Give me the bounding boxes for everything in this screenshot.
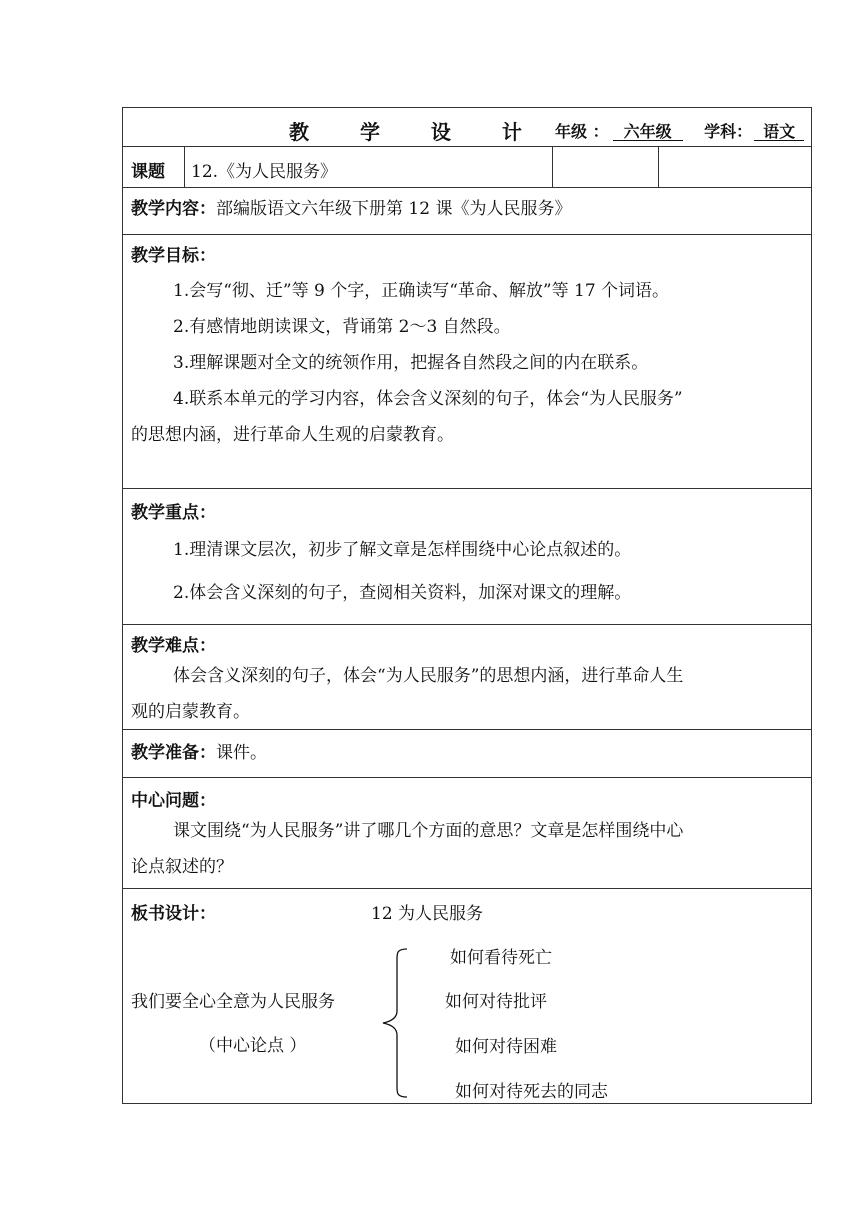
board-title: 12 为人民服务	[371, 904, 484, 924]
topic-row	[123, 147, 811, 188]
board-design-row	[123, 889, 811, 1103]
empty-cell	[659, 147, 811, 187]
goal-item: 1.会写“彻、迁”等 9 个字，正确读写“革命、解放”等 17 个词语。	[173, 281, 670, 301]
board-branch: 如何对待困难	[455, 1037, 557, 1057]
board-main-point: 我们要全心全意为人民服务	[131, 992, 335, 1012]
central-question-line: 课文围绕“为人民服务”讲了哪几个方面的意思？文章是怎样围绕中心	[173, 821, 684, 841]
subject-label: 学科：	[704, 122, 753, 141]
topic-label: 课题	[123, 147, 185, 187]
grade-value: 六年级	[613, 123, 683, 141]
header-row	[123, 108, 811, 147]
board-main-note: （中心论点 ）	[199, 1036, 307, 1056]
board-branch: 如何看待死亡	[450, 948, 552, 968]
board-branch: 如何对待批评	[445, 992, 547, 1012]
grade-subject-meta	[555, 119, 804, 142]
content-row	[123, 188, 811, 235]
goal-item: 的思想内涵，进行革命人生观的启蒙教育。	[131, 425, 454, 445]
difficulties-line: 体会含义深刻的句子，体会“为人民服务”的思想内涵，进行革命人生	[173, 666, 684, 686]
preparation-label: 教学准备：	[131, 743, 216, 763]
key-points-label: 教学重点：	[131, 503, 216, 523]
preparation-row	[123, 730, 811, 778]
topic-value: 12.《为人民服务》	[185, 147, 553, 187]
difficulties-row	[123, 625, 811, 730]
central-question-row	[123, 778, 811, 889]
content-label: 教学内容：	[131, 199, 216, 219]
central-question-line: 论点叙述的？	[131, 857, 233, 877]
empty-cell	[553, 147, 659, 187]
goal-item: 4.联系本单元的学习内容，体会含义深刻的句子，体会“为人民服务”	[173, 389, 683, 409]
difficulties-line: 观的启蒙教育。	[131, 702, 250, 722]
difficulties-label: 教学难点：	[131, 636, 216, 656]
content-value: 部编版语文六年级下册第 12 课《为人民服务》	[216, 199, 572, 219]
preparation-value: 课件。	[216, 743, 267, 763]
key-points-row	[123, 489, 811, 625]
goal-item: 3.理解课题对全文的统领作用，把握各自然段之间的内在联系。	[173, 353, 649, 373]
board-label: 板书设计：	[131, 904, 216, 924]
brace-icon	[381, 947, 413, 1103]
subject-value: 语文	[754, 123, 804, 141]
key-point-item: 1.理清课文层次，初步了解文章是怎样围绕中心论点叙述的。	[173, 540, 632, 560]
key-point-item: 2.体会含义深刻的句子，查阅相关资料，加深对课文的理解。	[173, 583, 632, 603]
goals-row	[123, 235, 811, 489]
lesson-plan-table	[122, 107, 812, 1104]
central-question-label: 中心问题：	[131, 791, 216, 811]
grade-label: 年级 ：	[555, 122, 609, 141]
goal-item: 2.有感情地朗读课文，背诵第 2～3 自然段。	[173, 317, 511, 337]
document-title: 教 学 设 计	[289, 120, 544, 144]
goals-label: 教学目标：	[131, 246, 216, 266]
board-branch: 如何对待死去的同志	[455, 1082, 608, 1102]
